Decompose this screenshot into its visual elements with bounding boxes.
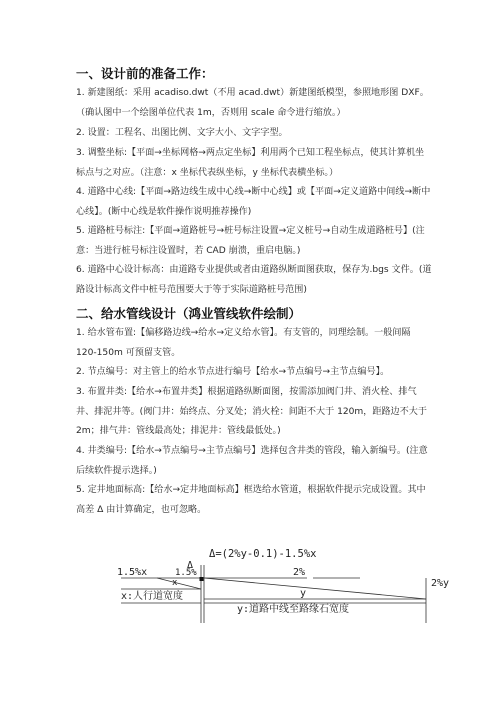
prep-item-5: 5. 道路桩号标注:【平面→道路桩号→桩号标注设置→定义桩号→自动生成道路桩号】(注意：当进行桩号标注设置时，若 CAD 崩溃，重启电脑。) bbox=[76, 226, 425, 256]
left-slope-label: 1.5%x bbox=[117, 567, 148, 578]
prep-item-1: 1. 新建图纸：采用 acadiso.dwt（不用 acad.dwt）新建图纸模型，参照地形图 DXF。（确认图中一个绘图单位代表 1m，否则用 scale 命令进行缩放。） bbox=[76, 88, 429, 118]
road-slope-label: 2% bbox=[293, 567, 306, 578]
prep-item-4: 4. 道路中心线:【平面→路边线生成中心线→断中心线】或【平面→定义道路中间线→断中心线】。(断中心线是软件操作说明推荐操作) bbox=[76, 187, 431, 217]
road-slope-line bbox=[204, 578, 426, 599]
y-variable: y bbox=[300, 588, 307, 599]
x-width-label: x:人行道宽度 bbox=[121, 591, 184, 602]
section-heading-water-supply: 二、给水管线设计（鸿业管线软件绘制） bbox=[76, 306, 302, 321]
water-item-2: 2. 节点编号：对主管上的给水节点进行编号【给水→节点编号→主节点编号】。 bbox=[76, 367, 390, 377]
water-item-4: 4. 井类编号:【给水→节点编号→主节点编号】选择包含井类的管段，输入新编号。(注意后续软件提示选择。) bbox=[76, 446, 428, 476]
x-variable: x bbox=[172, 578, 178, 588]
delta-symbol: Δ bbox=[187, 560, 194, 571]
y-width-label: y:道路中线至路缘石宽度 bbox=[237, 604, 350, 615]
water-item-1: 1. 给水管布置:【偏移路边线→给水→定义给水管】。有支管的，同理绘制。一般间隔 120-150m 可预留支管。 bbox=[76, 328, 411, 358]
prep-item-2: 2. 设置：工程名、出图比例、文字大小、文字字型。 bbox=[76, 128, 288, 138]
prep-item-3: 3. 调整坐标:【平面→坐标网格→两点定坐标】利用两个已知工程坐标点，使其计算机坐标点与之对应。（注意：x 坐标代表纵坐标，y 坐标代表横坐标。） bbox=[76, 148, 425, 178]
right-drop-label: 2%y bbox=[431, 578, 450, 589]
section-heading-preparation: 一、设计前的准备工作： bbox=[76, 66, 214, 81]
water-item-5: 5. 定井地面标高:【给水→定井地面标高】框选给水管道，根据软件提示完成设置。其中高差 Δ 由计算确定，也可忽略。 bbox=[76, 485, 426, 515]
curb-marker bbox=[200, 577, 204, 581]
prep-item-6: 6. 道路中心设计标高：由道路专业提供或者由道路纵断面图获取，保存为.bgs 文件。(道路设计标高文件中桩号范围要大于等于实际道路桩号范围) bbox=[76, 265, 432, 295]
water-item-3: 3. 布置井类:【给水→布置井类】根据道路纵断面图，按需添加阀门井、消火栓、排气井、排泥井等。(阀门井：始终点、分叉处；消火栓：间距不大于 120m，距路边不大于 2m；排气井：管线最高处；排泥井：管线最低处。) bbox=[76, 387, 427, 437]
delta-formula: Δ=(2%y-0.1)-1.5%x bbox=[209, 548, 317, 560]
road-cross-section-diagram bbox=[117, 545, 456, 635]
sidewalk-slope-line bbox=[157, 578, 201, 589]
sidewalk-slope-label: 1.5% bbox=[175, 568, 197, 578]
